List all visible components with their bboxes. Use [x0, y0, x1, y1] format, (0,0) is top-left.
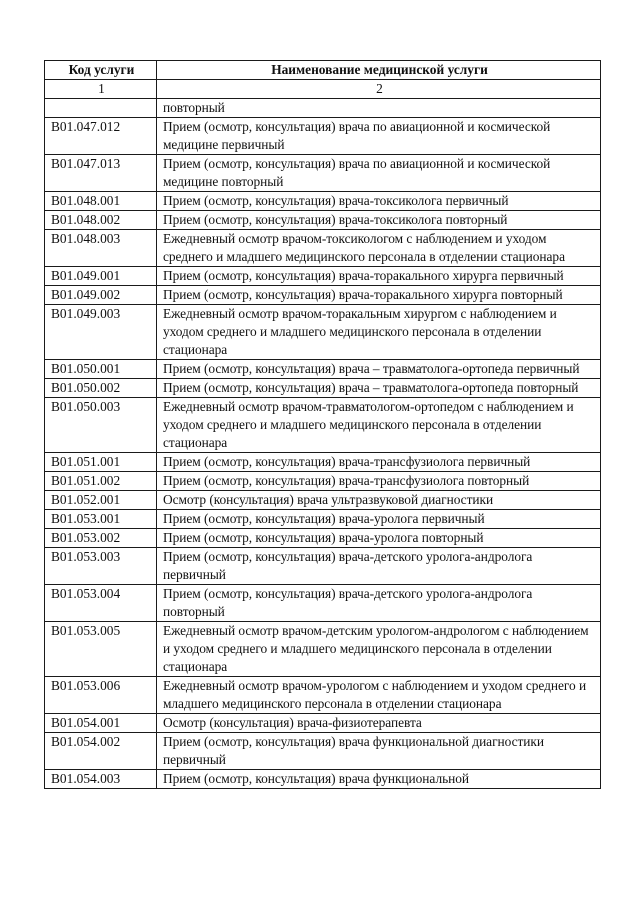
service-name: Осмотр (консультация) врача-физиотерапевта: [157, 714, 601, 733]
service-name: Прием (осмотр, консультация) врача-трансфузиолога повторный: [157, 472, 601, 491]
service-code: B01.050.003: [45, 398, 157, 453]
service-code: B01.049.001: [45, 267, 157, 286]
service-code: B01.051.001: [45, 453, 157, 472]
service-name: Прием (осмотр, консультация) врача по авиационной и космической медицине повторный: [157, 155, 601, 192]
service-name: Прием (осмотр, консультация) врача функциональной диагностики первичный: [157, 733, 601, 770]
table-row: [45, 472, 601, 491]
table-row: [45, 510, 601, 529]
table-row: [45, 305, 601, 360]
header-name: Наименование медицинской услуги: [157, 61, 601, 80]
service-name: Прием (осмотр, консультация) врача функциональной: [157, 770, 601, 789]
service-code: B01.048.002: [45, 211, 157, 230]
table-row: [45, 192, 601, 211]
medical-services-table: [44, 60, 601, 789]
service-name: Ежедневный осмотр врачом-детским урологом-андрологом с наблюдением и уходом среднего и младшего медицинского персонала в отделении стационара: [157, 622, 601, 677]
service-code: B01.050.002: [45, 379, 157, 398]
service-name: Прием (осмотр, консультация) врача по авиационной и космической медицине первичный: [157, 118, 601, 155]
service-name: Прием (осмотр, консультация) врача – травматолога-ортопеда повторный: [157, 379, 601, 398]
service-code: B01.051.002: [45, 472, 157, 491]
service-name: Прием (осмотр, консультация) врача-детского уролога-андролога повторный: [157, 585, 601, 622]
service-name: Ежедневный осмотр врачом-урологом с наблюдением и уходом среднего и младшего медицинского персонала в отделении стационара: [157, 677, 601, 714]
service-code: B01.050.001: [45, 360, 157, 379]
table-row: [45, 529, 601, 548]
table-row: [45, 118, 601, 155]
table-row: [45, 677, 601, 714]
table-row: [45, 491, 601, 510]
service-code: B01.048.003: [45, 230, 157, 267]
column-number-1: 1: [45, 80, 157, 99]
header-code: Код услуги: [45, 61, 157, 80]
document-page: [44, 60, 600, 789]
service-name: Ежедневный осмотр врачом-токсикологом с наблюдением и уходом среднего и младшего медицинского персонала в отделении стационара: [157, 230, 601, 267]
service-code: B01.054.001: [45, 714, 157, 733]
service-code: B01.047.012: [45, 118, 157, 155]
service-name: Прием (осмотр, консультация) врача-торакального хирурга повторный: [157, 286, 601, 305]
table-row: [45, 622, 601, 677]
table-row: [45, 548, 601, 585]
service-name: Прием (осмотр, консультация) врача-трансфузиолога первичный: [157, 453, 601, 472]
table-row: [45, 714, 601, 733]
table-body: [45, 99, 601, 789]
service-code: B01.053.002: [45, 529, 157, 548]
service-name: Прием (осмотр, консультация) врача-уролога повторный: [157, 529, 601, 548]
table-header-row: [45, 61, 601, 80]
service-code: B01.049.003: [45, 305, 157, 360]
table-row: [45, 267, 601, 286]
service-code: B01.053.005: [45, 622, 157, 677]
table-row: [45, 99, 601, 118]
service-code: B01.053.006: [45, 677, 157, 714]
service-code: B01.054.003: [45, 770, 157, 789]
service-code: B01.052.001: [45, 491, 157, 510]
table-row: [45, 360, 601, 379]
service-code: [45, 99, 157, 118]
table-row: [45, 770, 601, 789]
service-code: B01.053.004: [45, 585, 157, 622]
service-name: Прием (осмотр, консультация) врача-токсиколога первичный: [157, 192, 601, 211]
service-name: Прием (осмотр, консультация) врача-детского уролога-андролога первичный: [157, 548, 601, 585]
service-name: повторный: [157, 99, 601, 118]
service-name: Прием (осмотр, консультация) врача-торакального хирурга первичный: [157, 267, 601, 286]
service-code: B01.054.002: [45, 733, 157, 770]
service-name: Ежедневный осмотр врачом-торакальным хирургом с наблюдением и уходом среднего и младшего медицинского персонала в отделении стационара: [157, 305, 601, 360]
table-row: [45, 230, 601, 267]
table-row: [45, 379, 601, 398]
service-code: B01.048.001: [45, 192, 157, 211]
table-row: [45, 286, 601, 305]
service-name: Ежедневный осмотр врачом-травматологом-ортопедом с наблюдением и уходом среднего и младшего медицинского персонала в отделении стационара: [157, 398, 601, 453]
table-row: [45, 155, 601, 192]
column-number-2: 2: [157, 80, 601, 99]
service-code: B01.053.003: [45, 548, 157, 585]
table-row: [45, 211, 601, 230]
table-row: [45, 453, 601, 472]
table-row: [45, 733, 601, 770]
service-code: B01.047.013: [45, 155, 157, 192]
service-code: B01.049.002: [45, 286, 157, 305]
service-name: Осмотр (консультация) врача ультразвуковой диагностики: [157, 491, 601, 510]
table-row: [45, 585, 601, 622]
service-name: Прием (осмотр, консультация) врача-уролога первичный: [157, 510, 601, 529]
service-name: Прием (осмотр, консультация) врача – травматолога-ортопеда первичный: [157, 360, 601, 379]
column-number-row: [45, 80, 601, 99]
table-row: [45, 398, 601, 453]
service-code: B01.053.001: [45, 510, 157, 529]
service-name: Прием (осмотр, консультация) врача-токсиколога повторный: [157, 211, 601, 230]
